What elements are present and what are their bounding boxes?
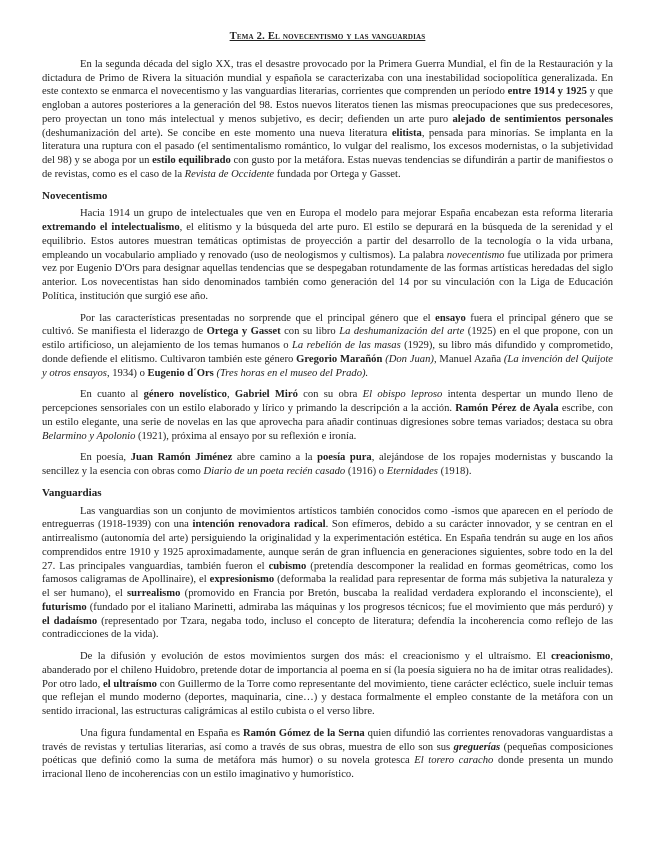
text-run: donde presenta un mundo irracional lleno de incoherencias con un estilo imaginativo y humorístico. <box>42 755 613 780</box>
bold-text: el dadaísmo <box>42 615 98 627</box>
italic-text: Belarmino y Apolonio <box>42 430 136 442</box>
text-run: fundada por Ortega y Gasset. <box>274 168 401 180</box>
italic-text: Revista de Occidente <box>184 168 275 180</box>
text-run: fuera el principal género que se cultivó. Se manifiesta el liderazgo de <box>42 312 614 338</box>
text-run: Una figura fundamental en España es <box>80 727 243 739</box>
text-run: (deformaba la realidad para representar de forma más subjetiva la naturaleza y el ser humano), el <box>42 574 613 599</box>
novecentismo-paragraph-4 <box>42 451 613 479</box>
bold-text: poesía pura <box>317 452 372 464</box>
text-run: En poesía, <box>80 452 131 464</box>
italic-text: El torero caracho <box>414 755 494 767</box>
text-run: En cuanto al <box>80 389 144 401</box>
bold-text: extremando el intelectualismo <box>42 222 180 233</box>
bold-text: estilo equilibrado <box>152 155 231 166</box>
italic-text: Diario de un poeta recién casado <box>203 466 346 477</box>
italic-text: Eternidades <box>386 466 438 477</box>
text-run: con gusto por la metáfora. Estas nuevas tendencias se difundirán a partir de manifiestos o de revistas, como es el caso de la <box>42 155 613 180</box>
text-run: intenta despertar un mundo lleno de percepciones sensoriales con un estilo elaborado y lírico y primando la descripción a la acción. <box>42 389 613 414</box>
bold-text: Eugenio d´Ors <box>147 367 214 379</box>
text-run: En la segunda década del siglo XX, tras el desastre provocado por la Primera Guerra Mundial, el fin de la Restauración y la dictadura de Primo de Rivera la situación mundial y española se caracterizaba con una inestabilidad sociopolítica generalizada. En este contexto se enmarca el novecentismo y las vanguardias literarias, corrientes que comprenden un período <box>42 58 613 98</box>
bold-text: creacionismo <box>551 651 611 662</box>
text-run: Por las características presentadas no sorprende que el principal género que el <box>80 312 436 324</box>
bold-text: Ramón Pérez de Ayala <box>455 403 559 414</box>
text-run: . Son efímeros, debido a su carácter innovador, y se centran en el antirrealismo (autonomía del arte) persiguiendo la originalidad y la experimentación estética. En España tendrán su auge en los años comprendidos entre 1910 y 1925 aproximadamente, aunque serán de gran influencia en generaciones siguientes, sobre todo en la del 27. Las principales vanguardias, también fueron el <box>42 519 613 572</box>
text-run: escribe, con un estilo elegante, una serie de novelas en las que aprovecha para añadir continuas digresiones sobre temas variados; destaca su obra <box>42 403 613 428</box>
bold-text: intención renovadora radical <box>192 519 326 531</box>
bold-text: futurismo <box>42 601 87 613</box>
italic-text: (La invención del Quijote y otros ensayos <box>42 353 614 379</box>
bold-text: alejado de sentimientos personales <box>452 113 613 125</box>
text-run: (1925) en el que propone, con un estilo artificioso, un alejamiento de los temas humanos o <box>42 326 613 351</box>
bold-text: Juan Ramón Jiménez <box>130 452 233 464</box>
text-run: (1929), su libro más difundido y comprometido, donde defiende el elitismo. Cultivaron también este género <box>42 340 614 365</box>
bold-text: Ramón Gómez de la Serna <box>242 727 365 739</box>
novecentismo-paragraph-2 <box>42 312 613 381</box>
bold-text: Gregorio Marañón <box>296 353 383 365</box>
text-run: Las vanguardias son un conjunto de movimientos artísticos también conocidos como -ismos que aparecen en el período de entreguerras (1918-1939) con una <box>42 505 613 531</box>
text-run: (1918). <box>437 466 472 477</box>
text-run: (deshumanización del arte). Se concibe en este momento una nueva literatura <box>42 127 392 139</box>
bold-text: elitista <box>391 127 422 139</box>
vanguardias-paragraph-2 <box>42 650 613 719</box>
bold-text: el ultraísmo <box>103 678 157 690</box>
text-run: , abanderado por el chileno Huidobro, pretende dotar de importancia al poema en sí (la poesía siguiera no ha de imitar otras realidades). Por otro lado, <box>42 651 613 690</box>
text-run: abre camino a la <box>232 452 318 464</box>
italic-text: La rebelión de las masas <box>292 340 401 351</box>
text-run: quien difundió las corrientes renovadoras vanguardistas a través de revistas y tertulias literarias, así como a través de sus obras, muestra de ello son sus <box>42 727 613 753</box>
bold-text: cubismo <box>268 560 307 572</box>
text-run: De la difusión y evolución de estos movimientos surgen dos más: el creacionismo y el ultraísmo. El <box>80 651 552 662</box>
intro-paragraph <box>42 58 613 182</box>
text-run: (fundado por el italiano Marinetti, admiraba las máquinas y los progresos técnicos; fue el movimiento que más perduró) y <box>86 601 613 613</box>
bold-italic-text: greguerías <box>453 741 501 753</box>
section-heading-novecentismo: Novecentismo <box>42 189 108 202</box>
italic-text: novecentismo <box>446 249 505 261</box>
vanguardias-paragraph-3 <box>42 727 613 782</box>
italic-text: (Don Juan) <box>385 353 434 365</box>
italic-text: El obispo leproso <box>362 389 443 401</box>
text-run: fue utilizada por primera vez por Eugenio D'Ors para designar aquellas tendencias que se despegaban rotundamente de las formas artísticas heredadas del siglo anterior. Los novecentistas han sido denominados también como generación del 14 por su vinculación con la Liga de Educación Política, institución que surgió ese año. <box>42 249 614 302</box>
text-run: , <box>226 389 235 401</box>
bold-text: ensayo <box>435 312 466 324</box>
text-run: y que engloban a autores posteriores a la generación del 98. Estos nuevos literatos tienen las mismas preocupaciones que sus predecesores, pero proyectan un tono más intelectual y menos subjetivo, es decir; defienden un arte puro <box>42 86 614 125</box>
novecentismo-paragraph-3 <box>42 388 613 443</box>
bold-text: género novelístico <box>143 389 227 401</box>
bold-text: expresionismo <box>209 574 275 586</box>
text-run: (1921), próxima al ensayo por su reflexión e ironía. <box>135 430 357 442</box>
page-title: Tema 2. El novecentismo y las vanguardias <box>229 31 426 42</box>
bold-text: entre 1914 y 1925 <box>507 86 587 98</box>
text-run: (1916) o <box>345 466 387 477</box>
text-run: con su obra <box>297 389 363 401</box>
text-run: , 1934) o <box>106 367 148 379</box>
text-run: (representado por Tzara, negaba todo, incluso el concepto de literatura; defendía la incoherencia como reflejo de las contradicciones de la vida). <box>42 615 613 641</box>
text-run: Hacia 1914 un grupo de intelectuales que ven en Europa el modelo para mejorar España encabezan esta reforma literaria <box>80 208 613 220</box>
novecentismo-paragraph-1 <box>42 207 613 303</box>
section-heading-vanguardias: Vanguardias <box>42 486 102 499</box>
text-run: (pretendía descomponer la realidad en formas geométricas, como los famosos caligramas de Apollinaire), el <box>42 560 613 586</box>
bold-text: surrealismo <box>127 588 181 599</box>
bold-text: Ortega y Gasset <box>206 326 281 338</box>
vanguardias-paragraph-1 <box>42 505 613 643</box>
text-run: con Guillermo de la Torre como representante del movimiento, tiene carácter ecléctico, suele incluir temas que reflejan el mundo moderno (deportes, maquinaria, cine…) y destaca formalmente el empleo constante de la metáfora con un sentido irracional, las estructuras caligrámicas al estilo cubista o el verso libre. <box>42 678 614 717</box>
text-run: , pensada para minorías. Se implanta en la literatura una ruptura con el pasado (el sentimentalismo romántico, lo vulgar del realismo, los excesos modernistas, o la subjetividad del 98) y se aboga por un <box>42 127 613 166</box>
text-run: (promovido en Francia por Bretón, buscaba la realidad verdadera explorando el inconsciente), el <box>180 588 613 599</box>
text-run: con su libro <box>280 326 340 338</box>
text-run: , el elitismo y la búsqueda del arte puro. El estilo se depurará en la búsqueda de la serenidad y el equilibrio. Estos autores muestran temáticas optimistas de proyección a partir del desarrollo de la tecnología o la vida urbana, empleando un vocabulario ampliado y renovado (uso de neologismos y cultismos). La palabra <box>42 222 613 261</box>
text-run: , alejándose de los ropajes modernistas y buscando la sencillez y la esencia con obras como <box>42 452 613 477</box>
text-run: (pequeñas composiciones poéticas que definió como la suma de metáfora más humor) o su novela grotesca <box>42 741 613 767</box>
italic-text: La deshumanización del arte <box>339 326 465 338</box>
bold-text: Gabriel Miró <box>234 389 298 401</box>
italic-text: (Tres horas en el museo del Prado). <box>216 367 369 379</box>
text-run: , Manuel Azaña <box>433 353 504 365</box>
